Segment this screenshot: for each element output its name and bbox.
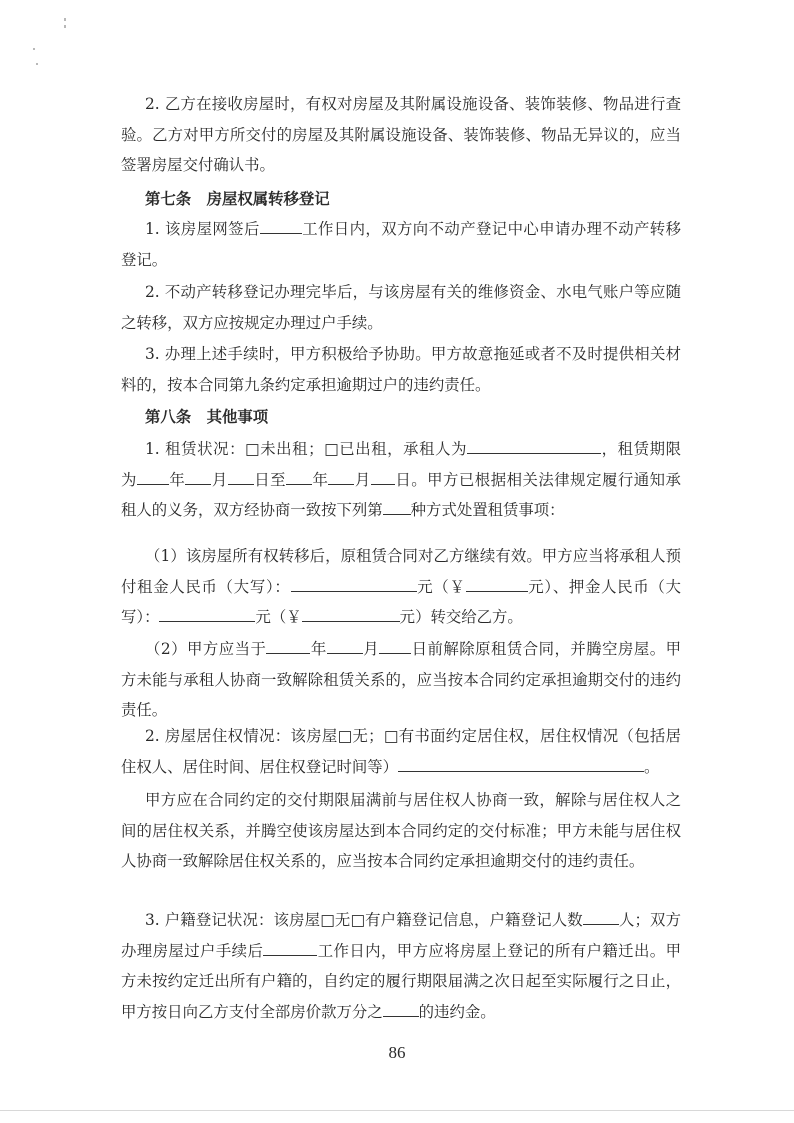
scan-artifact bbox=[36, 63, 38, 65]
article7-heading: 第七条 房屋权属转移登记 bbox=[145, 190, 330, 208]
art8-option2: （2）甲方应当于 年 月 日前解除原租赁合同，并腾空房屋。甲方未能与承租人协商一致解除租赁关系的，应当按本合同约定承担逾期交付的违约责任。 bbox=[121, 640, 681, 719]
blank-field[interactable] bbox=[260, 219, 302, 234]
art8-p3: 3. 户籍登记状况：该房屋□无□有户籍登记信息，户籍登记人数 人；双方办理房屋过户手续后 工作日内，甲方应将房屋上登记的所有户籍迁出。甲方未按约定迁出所有户籍的，自约定的履行期限届满之次日起至实际履行之日止，甲方按日向乙方支付全部房价款万分之 的违约金。 bbox=[121, 911, 681, 1021]
blank-field[interactable] bbox=[466, 577, 528, 592]
blank-field[interactable] bbox=[371, 470, 395, 485]
blank-field[interactable] bbox=[263, 941, 317, 956]
art7-p2: 2. 不动产转移登记办理完毕后，与该房屋有关的维修资金、水电气账户等应随之转移，双方应按规定办理过户手续。 bbox=[121, 283, 681, 332]
blank-field[interactable] bbox=[583, 910, 619, 925]
blank-field[interactable] bbox=[383, 1002, 419, 1017]
blank-field[interactable] bbox=[467, 439, 601, 454]
article8-heading: 第八条 其他事项 bbox=[145, 408, 269, 426]
art7-p3: 3. 办理上述手续时，甲方积极给予协助。甲方故意拖延或者不及时提供相关材料的，按本合同第九条约定承担逾期过户的违约责任。 bbox=[121, 345, 681, 394]
art7-item2-continued: 2. 乙方在接收房屋时，有权对房屋及其附属设施设备、装饰装修、物品进行查验。乙方对甲方所交付的房屋及其附属设施设备、装饰装修、物品无异议的，应当签署房屋交付确认书。 bbox=[121, 95, 681, 174]
blank-field[interactable] bbox=[327, 639, 363, 654]
scan-artifact bbox=[33, 48, 35, 50]
blank-field[interactable] bbox=[302, 607, 400, 622]
blank-field[interactable] bbox=[328, 470, 354, 485]
blank-field[interactable] bbox=[379, 639, 411, 654]
blank-field[interactable] bbox=[137, 470, 169, 485]
scan-edge-line bbox=[0, 1110, 794, 1111]
blank-field[interactable] bbox=[266, 639, 310, 654]
art8-p1: 1. 租赁状况：□未出租；□已出租，承租人为 ，租赁期限为 年 月 日至 年 月 日。甲方已根据相关法律规定履行通知承租人的义务，双方经协商一致按下列第 种方式处置租赁事项： bbox=[121, 440, 681, 519]
blank-field[interactable] bbox=[286, 470, 312, 485]
art8-p2-continued: 甲方应在合同约定的交付期限届满前与居住权人协商一致，解除与居住权人之间的居住权关系，并腾空使该房屋达到本合同约定的交付标准；甲方未能与居住权人协商一致解除居住权关系的，应当按本合同约定承担逾期交付的违约责任。 bbox=[121, 791, 681, 870]
art8-option1: （1）该房屋所有权转移后，原租赁合同对乙方继续有效。甲方应当将承租人预付租金人民币（大写）： 元（￥ 元）、押金人民币（大写）： 元（￥ 元）转交给乙方。 bbox=[121, 547, 681, 626]
scan-artifact bbox=[64, 25, 66, 28]
art7-p1: 1. 该房屋网签后 工作日内，双方向不动产登记中心申请办理不动产转移登记。 bbox=[121, 220, 681, 269]
page-number: 86 bbox=[388, 1043, 406, 1062]
blank-field[interactable] bbox=[383, 500, 411, 515]
blank-field[interactable] bbox=[291, 577, 417, 592]
blank-field[interactable] bbox=[185, 470, 211, 485]
blank-field[interactable] bbox=[159, 607, 255, 622]
art8-p2: 2. 房屋居住权情况：该房屋□无；□有书面约定居住权，居住权情况（包括居住权人、居住时间、居住权登记时间等） 。 bbox=[121, 727, 681, 776]
blank-field[interactable] bbox=[228, 470, 254, 485]
scan-artifact bbox=[64, 18, 66, 21]
blank-field[interactable] bbox=[398, 757, 644, 772]
